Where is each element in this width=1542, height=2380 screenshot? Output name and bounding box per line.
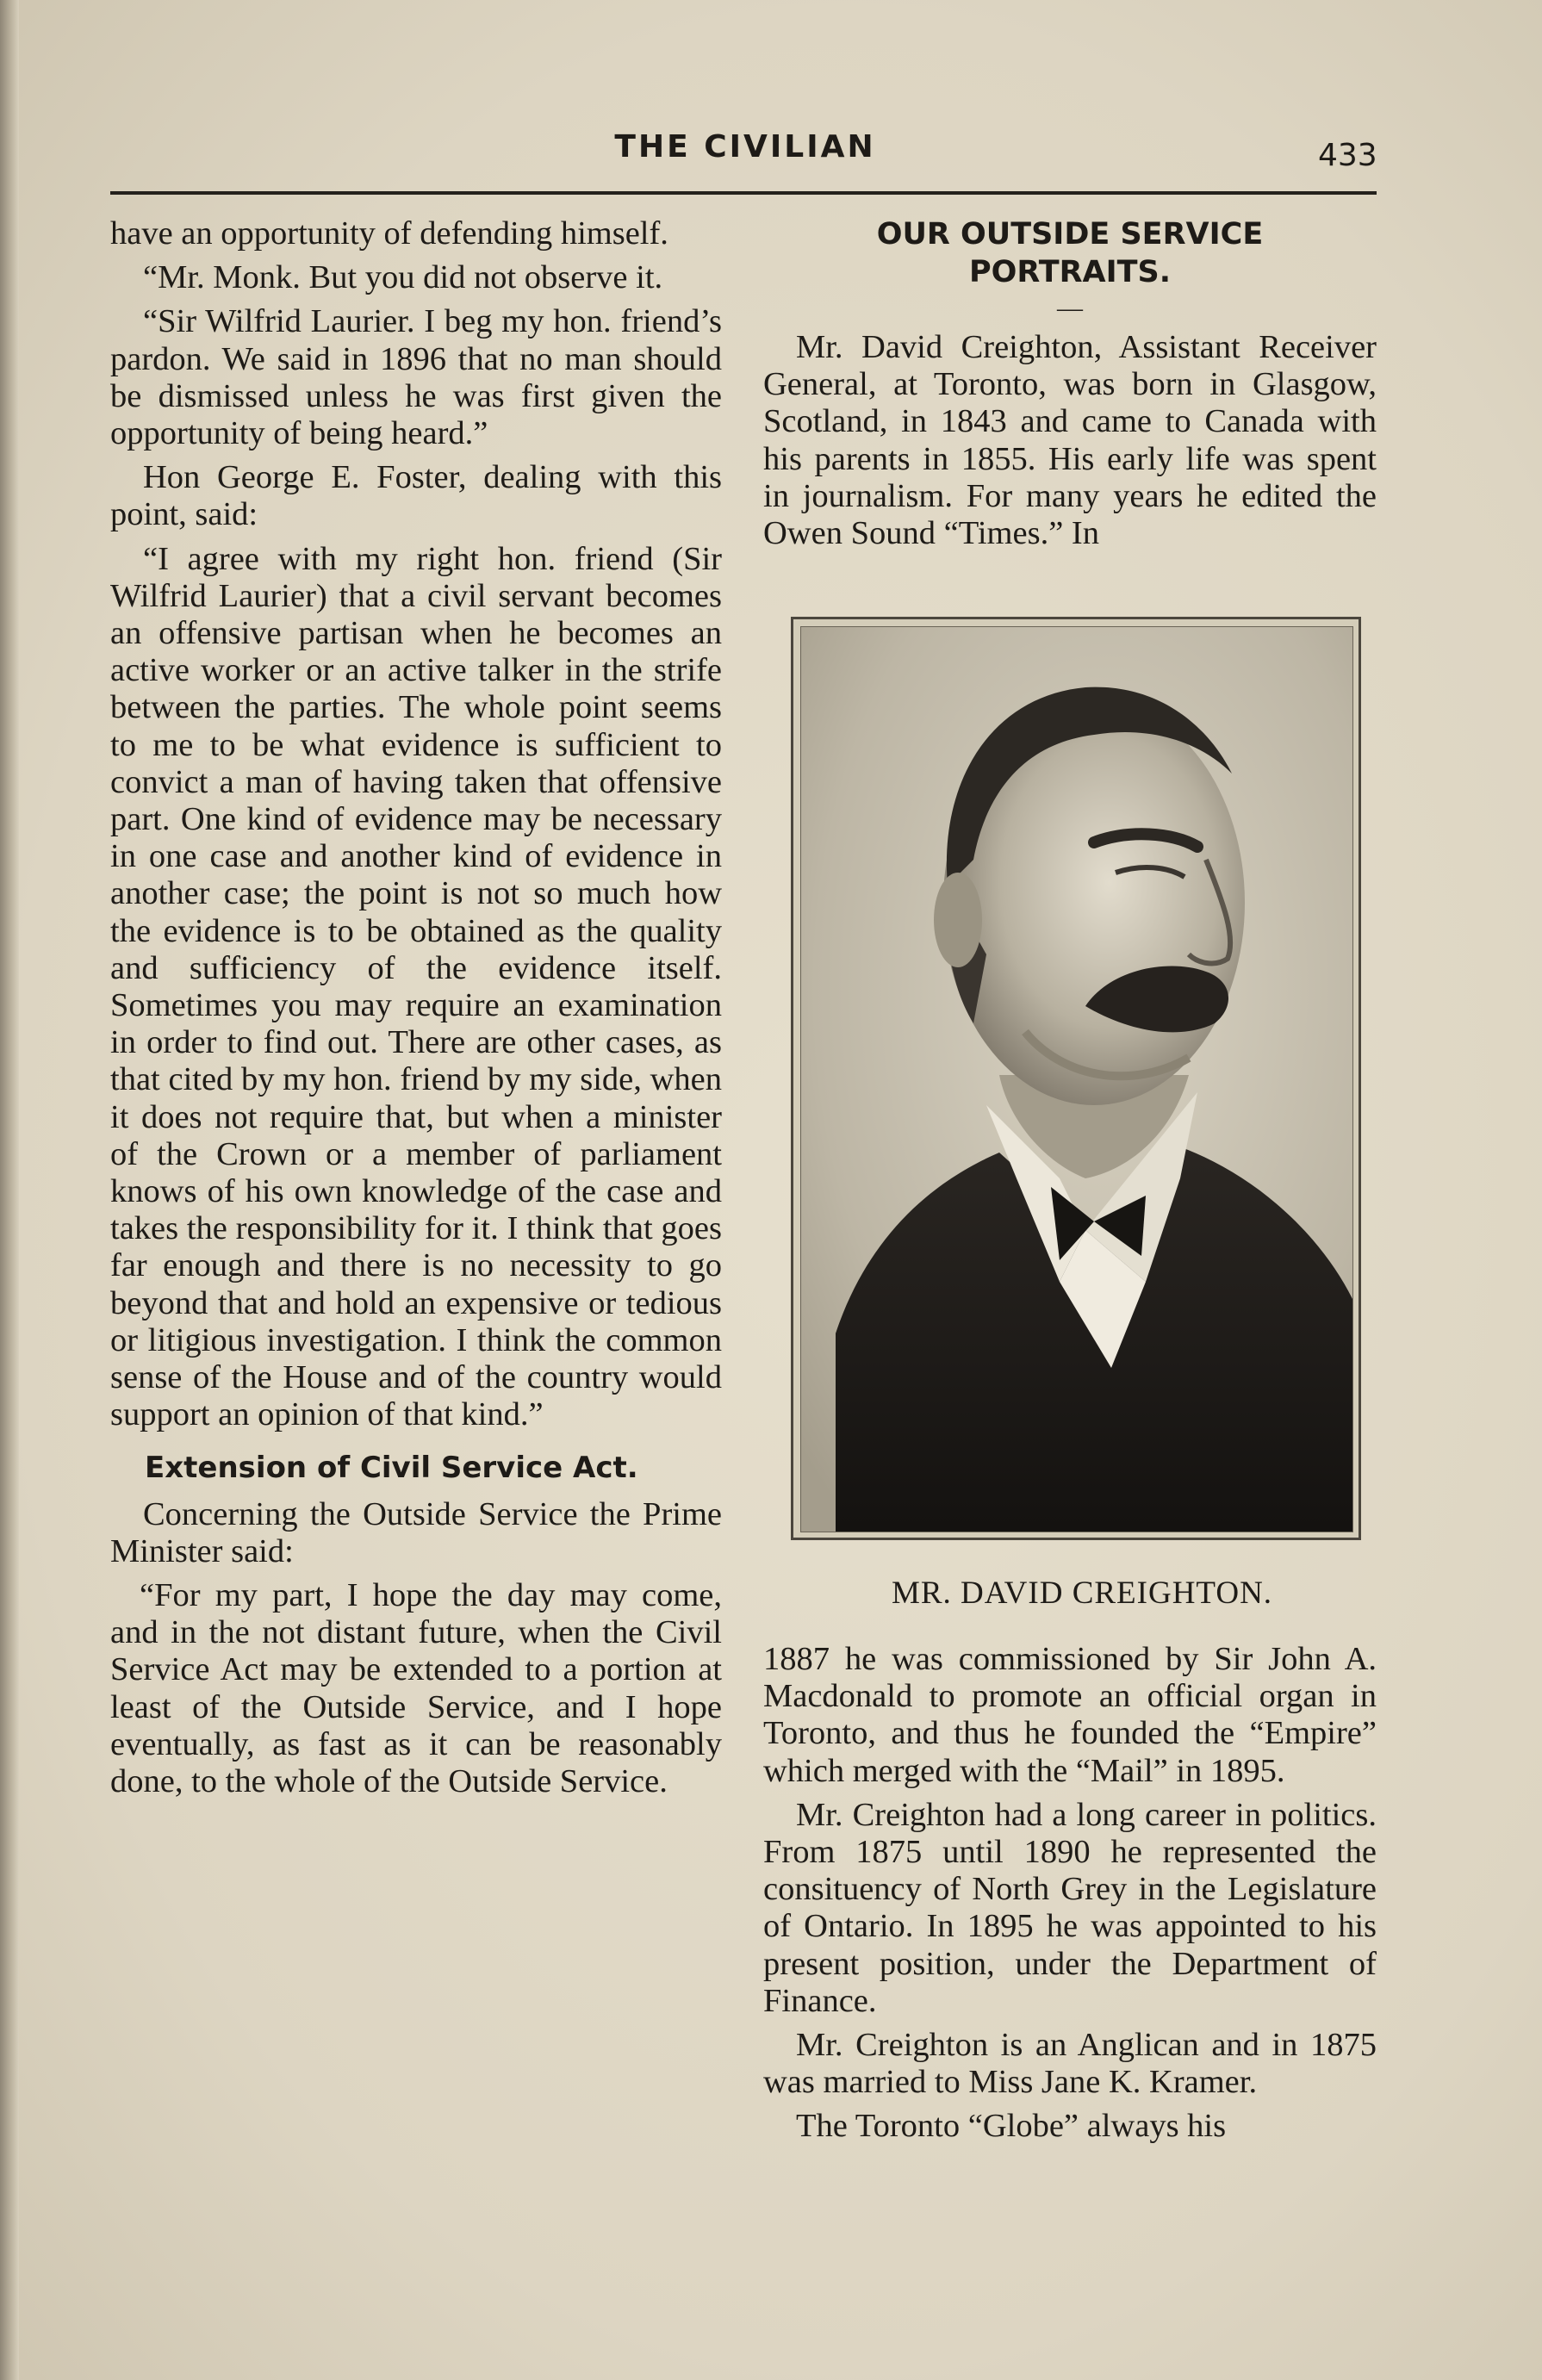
page-number: 433 (1318, 138, 1377, 173)
right-column-bottom (763, 1641, 1377, 2153)
paragraph: “Sir Wilfrid Laurier. I beg my hon. friend’s pardon. We said in 1896 that no man should be dismissed unless he was first given the opportunity of being heard.” (110, 303, 722, 452)
title-rule: — (1057, 294, 1083, 322)
section-subheading: Extension of Civil Service Act. (145, 1450, 638, 1485)
paragraph: “I agree with my right hon. friend (Sir Wilfrid Laurier) that a civil servant becomes an offensive partisan when he becomes an active worker or an active talker in the strife between the parties. The whole point seems to me to be what evidence is sufficient to convict a man of having taken that offensive part. One kind of evidence may be necessary in one case and another kind of evidence in another case; the point is not so much how the evidence is to be obtained as the quality and sufficiency of the evidence itself. Sometimes you may require an examination in order to find out. There are other cases, as that cited by my hon. friend by my side, when it does not require that, but when a minister of the Crown or a member of parliament knows of his own knowledge of the case and takes the responsibility for it. I think that goes far enough and there is no necessity to go beyond that and hold an expensive or tedious or litigious investigation. I think the common sense of the House and of the country would support an opinion of that kind.” (110, 540, 722, 1433)
portrait-caption: MR. DAVID CREIGHTON. (891, 1575, 1273, 1611)
paragraph: Hon George E. Foster, dealing with this point, said: (110, 459, 722, 533)
binding-edge (0, 0, 19, 2380)
portrait-image-area (800, 626, 1353, 1532)
portrait-illustration (801, 627, 1352, 1532)
paragraph: “For my part, I hope the day may come, and in the not distant future, when the Civil Service Act may be extended to a portion at least of the Outside Service, and I hope eventually, as fast as it can be reasonably done, to the whole of the Outside Service. (110, 1576, 722, 1799)
running-head-title: THE CIVILIAN (614, 129, 876, 165)
article-title-line-2: PORTRAITS. (968, 255, 1172, 289)
paragraph: have an opportunity of defending himself. (110, 215, 668, 252)
portrait-photo (791, 617, 1361, 1540)
article-title-line-1: OUR OUTSIDE SERVICE (876, 217, 1264, 252)
paragraph: 1887 he was commissioned by Sir John A. Macdonald to promote an official organ in Toronto, and thus he founded the “Empire” which merged with the “Mail” in 1895. (763, 1641, 1377, 1789)
left-column (110, 215, 722, 1807)
paragraph: The Toronto “Globe” always his (796, 2108, 1227, 2145)
paragraph: Mr. David Creighton, Assistant Receiver General, at Toronto, was born in Glasgow, Scotland, in 1843 and came to Canada with his parents in 1855. His early life was spent in journalism. For many years he edited the Owen Sound “Times.” In (763, 329, 1377, 552)
paragraph: Mr. Creighton had a long career in politics. From 1875 until 1890 he represented the consituency of North Grey in the Legislature of Ontario. In 1895 he was appointed to his present position, under the Department of Finance. (763, 1796, 1377, 2019)
header-rule (110, 191, 1377, 195)
paragraph: Mr. Creighton is an Anglican and in 1875 was married to Miss Jane K. Kramer. (763, 2027, 1377, 2101)
paragraph: “Mr. Monk. But you did not observe it. (143, 259, 663, 296)
paragraph: Concerning the Outside Service the Prime Minister said: (110, 1495, 722, 1569)
right-column-top (763, 215, 1377, 559)
